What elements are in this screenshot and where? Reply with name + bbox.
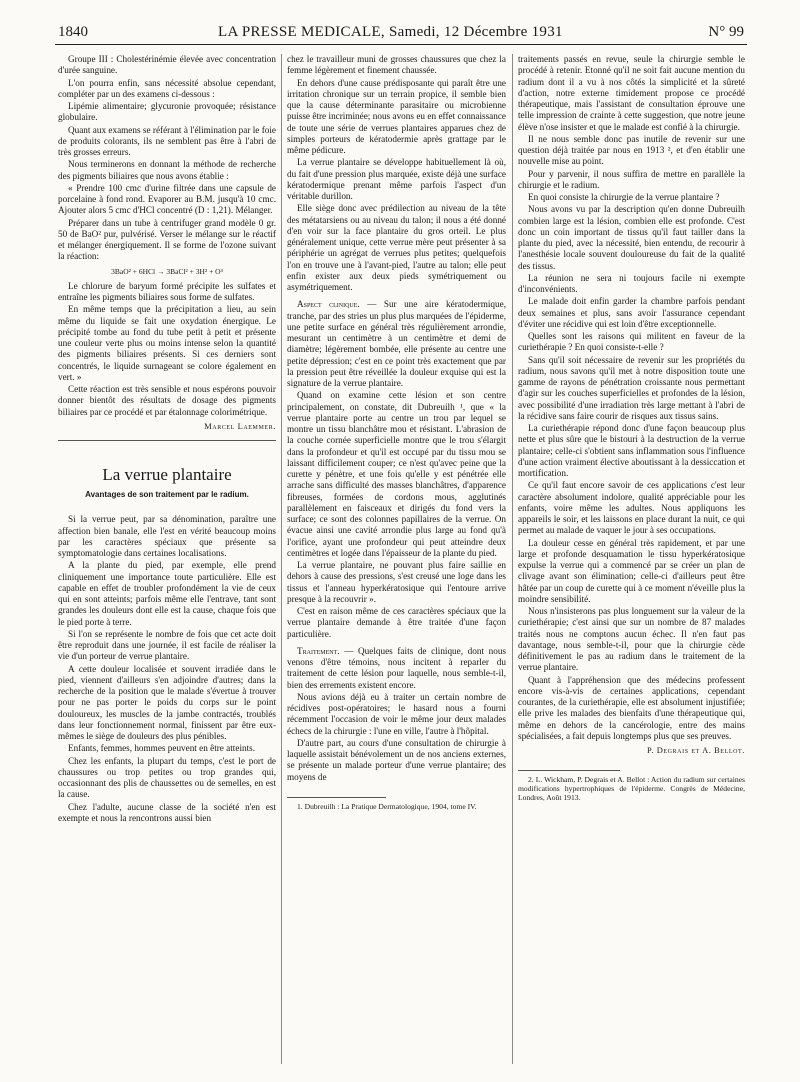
journal-title: LA PRESSE MEDICALE, Samedi, 12 Décembre 1931: [218, 24, 563, 40]
paragraph: Elle siège donc avec prédilection au niveau de la tête des métatarsiens ou au niveau du talon; il nous a été donné d'en voir sur la face plantaire du gros orteil. Le plus généralement unique, cette verrue mère peut présenter à sa périphérie un agrégat de verrues plus petites; quelquefois l'on en trouve une à l'avant-pied, l'autre au talon; elle peut enfin exister aux deux pieds symétriquement ou asymétriquement.: [287, 203, 506, 292]
column-1: [58, 54, 276, 825]
paragraph: Pour y parvenir, il nous suffira de mettre en parallèle la chirurgie et le radium.: [518, 168, 745, 190]
section-separator: [58, 440, 276, 441]
paragraph: Préparer dans un tube à centrifuger grand modèle 0 gr. 50 de BaO² pur, pulvérisé. Verser le mélange sur le réactif et mélanger énergiquement. Il se forme de l'ozone suivant la réaction:: [58, 217, 276, 262]
paragraph: Si l'on se représente le nombre de fois que cet acte doit être reproduit dans une journée, il est facile de réaliser la vie d'un porteur de verrue plantaire.: [58, 628, 276, 662]
paragraph: En dehors d'une cause prédisposante qui paraît être une irritation chronique sur un terrain propice, il semble bien que la cause déterminante parasitaire ou microbienne puisse être incriminée; nous avons eu en effet connaissance de toute une série de verrues plantaires apparues chez de simples porteurs de kératodermie après grattage par le même pédicure.: [287, 77, 506, 155]
paragraph: [287, 299, 506, 389]
paragraph: La réunion ne sera ni toujours facile ni exempte d'inconvénients.: [518, 272, 745, 294]
paragraph: A la plante du pied, par exemple, elle prend cliniquement une importance toute particulière. Elle est capable en effet de troubler profondément la vie de ceux qui en sont atteints; parfois même elle l'entrave, tant sont grandes les douleurs dont elle est la cause, chaque fois que le pied porte à terre.: [58, 560, 276, 627]
paragraph: Enfants, femmes, hommes peuvent en être atteints.: [68, 743, 256, 754]
paragraph: Le malade doit enfin garder la chambre parfois pendant deux semaines et plus, sans avoir l'assurance cependant d'éviter une récidive qui est loin d'être exceptionnelle.: [518, 296, 745, 329]
paragraph: Lipémie alimentaire; glycuronie provoquée; résistance globulaire.: [58, 101, 276, 123]
footnote-rule: [518, 770, 620, 771]
paragraph: Il ne nous semble donc pas inutile de revenir sur une question déjà traitée par nous en 1913 ², et d'en établir une nouvelle mise au point.: [518, 133, 745, 167]
paragraph: Quant aux examens se référant à l'élimination par le foie de produits colorants, ils ne semblent pas être à l'abri de très grosses erreurs.: [58, 124, 276, 157]
paragraph: L'on pourra enfin, sans nécessité absolue cependant, compléter par un des examens ci-dessous :: [58, 77, 276, 99]
article-title: La verrue plantaire: [102, 465, 232, 484]
article-subtitle: Avantages de son traitement par le radium.: [85, 490, 249, 499]
paragraph: Chez les enfants, la plupart du temps, c'est le port de chaussures ou trop petites ou trop grandes qui, occasionnant des plis de chaussettes ou de semelles, en est la cause.: [58, 755, 276, 800]
header-rule: [55, 44, 747, 45]
paragraph: Chez l'adulte, aucune classe de la société n'en est exempte et nous la rencontrons aussi bien: [58, 801, 276, 823]
column-divider: [512, 54, 513, 1064]
paragraph-text: — Quelques faits de clinique, dont nous venons d'être témoins, nous incitent à reparler du traitement de cette lésion pour laquelle, nous semble-t-il, bien des errements existent encore.: [287, 645, 506, 690]
footnote: 1. Dubreuilh : La Pratique Dermatologique, 1904, tome IV.: [297, 801, 477, 811]
paragraph: Cette réaction est très sensible et nous espérons pouvoir donner bientôt des résultats de dosage des pigments biliaires par ce procédé et par étalonnage colorimétrique.: [58, 384, 276, 417]
paragraph: C'est en raison même de ces caractères spéciaux que la verrue plantaire demande à être traitée d'une façon particulière.: [287, 606, 506, 639]
paragraph: Sans qu'il soit nécessaire de revenir sur les propriétés du radium, nous savons qu'il met à notre disposition toute une gamme de rayons de pénétration croissante nous permettant d'agir sur les couches superficielles et profondes de la lésion, avec possibilité d'une irradiation très large mettant à l'abri de la récidive sans faire courir de risques aux tissus sains.: [518, 354, 745, 421]
paragraph: Nous avons vu par la description qu'en donne Dubreuilh combien large est la lésion, combien elle est profonde. C'est donc un coin important de tissus qu'il faut tailler dans la plante du pied, avec la nécessité, bien entendu, de recourir à l'anesthésie locale souvent douloureuse du fait de la qualité des tissus.: [518, 204, 745, 271]
paragraph: A cette douleur localisée et souvent irradiée dans le pied, viennent d'ailleurs s'en adjoindre d'autres; dans la recherche de la position que le malade s'évertue à trouver pour ne pas porter le poids du corps sur le point douloureux, les muscles de la jambe contractés, troublés dans leur fonctionnement normal, finissent par être eux-mêmes le siège de douleurs des plus pénibles.: [58, 663, 276, 741]
column-3: [518, 54, 745, 803]
column-divider: [281, 54, 282, 1064]
paragraph: D'autre part, au cours d'une consultation de chirurgie à laquelle assistait bénévolement un de nos anciens externes, se présente un malade porteur d'une verrue plantaire; des moyens de: [287, 737, 506, 782]
author-signature: Marcel Laemmer.: [204, 421, 276, 431]
section-heading: Traitement.: [297, 645, 340, 656]
paragraph: « Prendre 100 cmc d'urine filtrée dans une capsule de porcelaine à fond rond. Evaporer au B.M. jusqu'à 10 cmc. Ajouter alors 5 cmc d'HCl concentré (D : 1,21). Mélanger.: [58, 182, 276, 216]
paragraph: Groupe III : Cholestérinémie élevée avec concentration d'urée sanguine.: [58, 54, 276, 76]
paragraph: Quelles sont les raisons qui militent en faveur de la curiethérapie ? En quoi consiste-t-elle ?: [518, 331, 745, 353]
paragraph: Quand on examine cette lésion et son centre principalement, on constate, dit Dubreuilh ¹, que « la verrue plantaire porte au centre un trou par lequel se montre un tissu blanchâtre mou et résistant. L'abrasion de la couche cornée superficielle montre que le trou s'élargit dans la profondeur et qu'il est occupé par du tissu mou se laissant difficilement couper; ce n'est qu'avec peine que la curette y pénètre, et une fois qu'elle y est pénétrée elle arrache sans difficulté des masses blanchâtres, d'apparence fibreuses, formées de cordons mous, agglutinés parallèlement en faisceaux et dirigés du fond vers la surface; ce sont des colonnes papillaires de la verrue. On évacue ainsi une cavité arrondie plus large au fond qu'à l'orifice, ayant une profondeur qui peut atteindre deux centimètres et logée dans l'épaisseur de la plante du pied.: [287, 390, 506, 558]
paragraph: Le chlorure de baryum formé précipite les sulfates et entraîne les pigments biliaires sous forme de sulfates.: [58, 280, 276, 302]
section-heading: Aspect clinique.: [297, 299, 360, 310]
paragraph: En quoi consiste la chirurgie de la verrue plantaire ?: [528, 192, 720, 202]
page-number: 1840: [58, 24, 88, 40]
chemical-formula: 3BaO² + 6HCl → 3BaCl² + 3H² + O³: [111, 266, 223, 276]
column-2: [287, 54, 506, 812]
paragraph: Si la verrue peut, par sa dénomination, paraître une affection bien banale, elle l'est en vérité beaucoup moins par les caractères spéciaux que présente sa symptomatologie dans certaines localisations.: [58, 514, 276, 558]
issue-number: N° 99: [708, 24, 744, 40]
paragraph: Nous avions déjà eu à traiter un certain nombre de récidives post-opératoires; le hasard nous a fourni récemment l'occasion de voir le même jour deux malades échecs de la chirurgie : l'une en ville, l'autre à l'hôpital.: [287, 691, 506, 736]
paragraph: chez le travailleur muni de grosses chaussures que chez la femme légèrement et finement chaussée.: [287, 54, 506, 76]
paragraph: traitements passés en revue, seule la chirurgie semble le procédé à retenir. Etonné qu'il ne soit fait aucune mention du radium dont il a vu à nos côtés la simplicité et la sûreté d'action, notre externe timidement propose ce procédé thérapeutique, mais l'assistant de consultation éprouve une telle impression de crainte à cette suggestion, que notre jeune élève n'ose insister et que le malade est confié à la chirurgie.: [518, 54, 745, 132]
paragraph: La curiethérapie répond donc d'une façon beaucoup plus nette et plus sûre que le bistouri à la destruction de la verrue plantaire; celle-ci s'obtient sans inflammation sous l'influence d'une action vraiment élective aboutissant à la dessiccation et mortification.: [518, 423, 745, 478]
paragraph: La verrue plantaire se développe habituellement là où, du fait d'une pression plus marquée, existe déjà une surface kératodermique prenant même parfois l'aspect d'un véritable durillon.: [287, 157, 506, 201]
paragraph: Nous terminerons en donnant la méthode de recherche des pigments biliaires que nous avons établie :: [58, 159, 276, 181]
paragraph: Ce qu'il faut encore savoir de ces applications c'est leur caractère absolument indolore, qualité appréciable pour les enfants, voire même les adultes. Nous appliquons les appareils le soir, et les laissons en place durant la nuit, ce qui permet au malade de vaquer le jour à ses occupations.: [518, 480, 745, 536]
page-header: [58, 24, 744, 42]
paragraph: La douleur cesse en général très rapidement, et par une large et profonde desquamation le tissu hyperkératosique expulse la verrue qui a commencé par se créer un plan de clivage avant son élimination; celle-ci d'ailleurs peut être hâtée par un coup de curette qui à ce moment n'éveille plus la moindre sensibilité.: [518, 537, 745, 604]
paragraph: [287, 646, 506, 691]
footnote-rule: [287, 797, 386, 798]
author-signature: P. Degrais et A. Bellot.: [647, 746, 745, 755]
paragraph: Nous n'insisterons pas plus longuement sur la valeur de la curiethérapie; c'est ainsi que sur un nombre de 87 malades traités nous ne comptons aucun échec. Il n'en faut pas davantage, nous semble-t-il, pour que la chirurgie cède définitivement le pas au radium dans le traitement de la verrue plantaire.: [518, 606, 745, 673]
paragraph-text: — Sur une aire kératodermique, tranche, par des stries un plus plus marquées de l'épiderme, une petite surface en général très régulièrement arrondie, mesurant un centimètre à un centimètre et demi de diamètre; légèrement bombée, elle présente au centre une petite dépression; c'est en ce point très exactement que par la pression peut être réveillée la douleur exquise qui est la signature de la verrue plantaire.: [287, 299, 506, 388]
paragraph: La verrue plantaire, ne pouvant plus faire saillie en dehors à cause des pressions, s'est creusé une loge dans les tissus et l'anneau hyperkératosique qui l'entoure arrive presque à la recouvrir ».: [287, 560, 506, 604]
paragraph: En même temps que la précipitation a lieu, au sein même du liquide se fait une oxydation énergique. Le précipité tombe au fond du tube petit à petit et présente une couleur verte plus ou moins intense selon la quantité des pigments biliaires présents. Si ces derniers sont concentrés, le liquide surnageant se colore également en vert. »: [58, 304, 276, 382]
paragraph: Quant à l'appréhension que des médecins professent encore vis-à-vis de certaines applications, cependant courantes, de la curiethérapie, elle est absolument injustifiée; elle prive les malades des bienfaits d'une thérapeutique qui, même en dehors de la cancérologie, entre des mains spécialisées, a fait depuis longtemps plus que ses preuves.: [518, 674, 745, 741]
footnote: 2. L. Wickham, P. Degrais et A. Bellot : Action du radium sur certaines modifications hypertrophiques de l'épiderme. Congrès de Médecine, Londres, Août 1913.: [518, 775, 745, 803]
